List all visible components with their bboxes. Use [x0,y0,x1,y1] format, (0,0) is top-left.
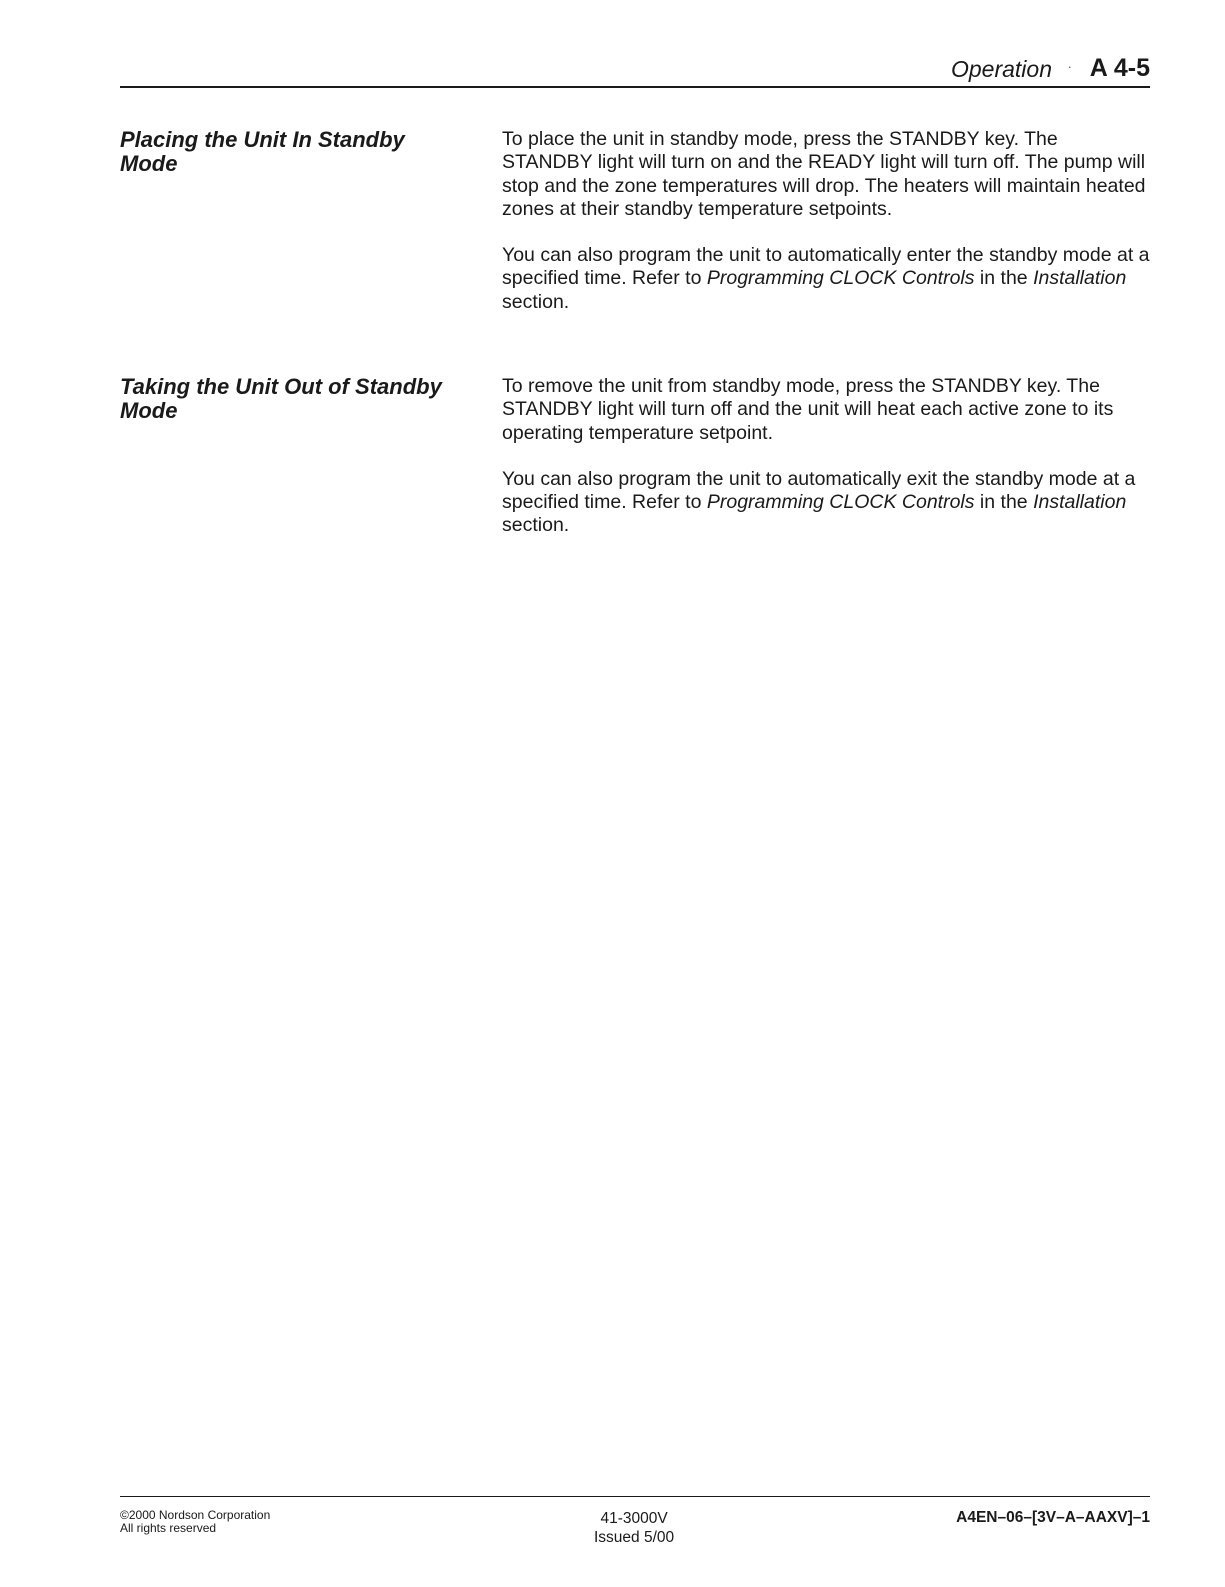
footer-copyright: ©2000 Nordson Corporation [120,1508,271,1522]
section-heading-line2: Mode [120,151,178,176]
header-separator-dot: · [1067,58,1072,74]
paragraph-remove-standby-procedure: To remove the unit from standby mode, press the STANDBY key. The STANDBY light will turn off and the unit will heat each active zone to its operating temperature setpoint. [502,375,1114,444]
header-page-number: A 4-5 [1089,54,1150,82]
page-header [120,52,1150,88]
paragraph-standby-programming [502,244,1150,314]
footer-rights: All rights reserved [120,1521,217,1535]
section-heading [120,128,460,176]
reference-clock-controls: Programming CLOCK Controls [706,491,975,514]
paragraph-standby-procedure: To place the unit in standby mode, press the STANDBY key. The STANDBY light will turn on and the READY light will turn off. The pump will stop and the zone temperatures will drop. The heaters will maintain heated zones at their standby temperature setpoints. [502,128,1146,220]
section-body [502,375,1150,561]
paragraph-text: in the [974,267,1034,290]
section-heading-line1: Taking the Unit Out of Standby [120,374,442,399]
footer-issued-date: Issued 5/00 [594,1529,675,1546]
section-heading [120,375,460,423]
paragraph-exit-standby-programming [502,468,1150,538]
paragraph-text: You can also program the unit to automatically enter the standby mode at a specified time. Refer to [502,244,1150,290]
paragraph-text: section. [502,290,570,313]
footer-part-number: 41-3000V [600,1510,668,1527]
reference-clock-controls: Programming CLOCK Controls [706,267,975,290]
reference-installation: Installation [1033,267,1127,290]
section-heading-line1: Placing the Unit In Standby [120,127,405,152]
footer-copyright-block [120,1509,270,1535]
page-footer [120,1496,1150,1556]
footer-document-code: A4EN–06–[3V–A–AAXV]–1 [956,1509,1150,1526]
paragraph-text: in the [974,491,1034,514]
footer-issue-block [594,1509,674,1547]
reference-installation: Installation [1033,491,1127,514]
paragraph-text: section. [502,514,570,537]
paragraph-text: You can also program the unit to automatically exit the standby mode at a specified time. Refer to [502,467,1136,514]
header-section-title: Operation [950,56,1052,82]
section-body [502,128,1150,337]
section-heading-line2: Mode [120,398,178,423]
